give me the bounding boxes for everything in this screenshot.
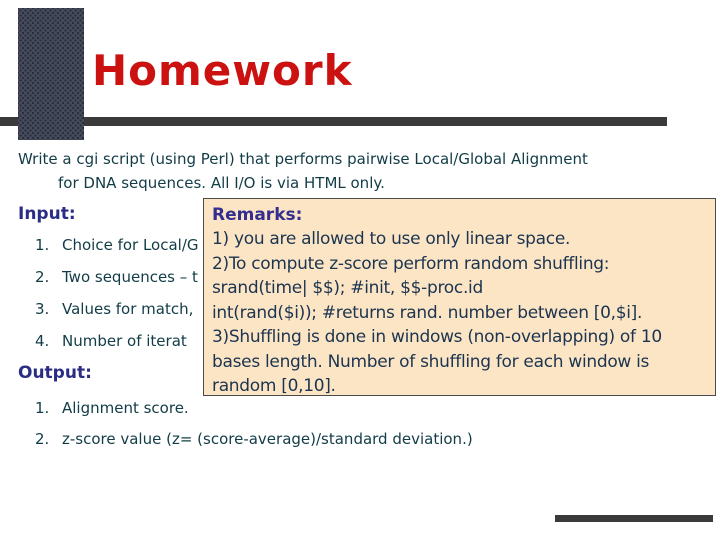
list-item-number: 2. — [35, 268, 50, 286]
remarks-label: Remarks: — [212, 205, 303, 225]
remarks-line: 2)To compute z-score perform random shuffling: — [212, 253, 610, 274]
list-item-text: Alignment score. — [62, 399, 189, 417]
remarks-line: bases length. Number of shuffling for each window is — [212, 351, 650, 372]
input-section-label: Input: — [18, 204, 76, 224]
output-list-item — [35, 432, 473, 447]
list-item-number: 1. — [35, 399, 50, 417]
list-item-number: 4. — [35, 332, 50, 350]
list-item-number: 3. — [35, 300, 50, 318]
input-list-item — [35, 334, 187, 349]
input-list-item — [35, 302, 193, 317]
remarks-line: 1) you are allowed to use only linear space. — [212, 229, 571, 249]
remarks-line: srand(time| $$); #init, $$-proc.id — [212, 278, 483, 298]
remarks-line: 3)Shuffling is done in windows (non-overlapping) of 10 — [212, 327, 662, 347]
input-list-item — [35, 270, 198, 285]
list-item-text: Number of iterat — [62, 332, 187, 350]
list-item-text: z-score value (z= (score-average)/standard deviation.) — [62, 430, 473, 448]
intro-line-2: for DNA sequences. All I/O is via HTML only. — [58, 174, 385, 192]
decorative-checkered-block — [18, 8, 84, 140]
output-list-item — [35, 401, 189, 416]
remarks-overlay-box — [203, 198, 716, 396]
list-item-number: 2. — [35, 430, 50, 448]
title-divider-bar — [0, 117, 667, 126]
intro-line-1: Write a cgi script (using Perl) that performs pairwise Local/Global Alignment — [18, 150, 588, 168]
slide-title: Homework — [92, 46, 353, 95]
output-section-label: Output: — [18, 363, 92, 383]
list-item-text: Two sequences – t — [62, 268, 198, 286]
footer-divider-bar — [555, 515, 713, 522]
list-item-number: 1. — [35, 236, 50, 254]
remarks-line: random [0,10]. — [212, 376, 336, 396]
input-list-item — [35, 238, 199, 253]
remarks-line: int(rand($i)); #returns rand. number between [0,$i]. — [212, 302, 643, 323]
list-item-text: Values for match, — [62, 300, 194, 318]
list-item-text: Choice for Local/G — [62, 236, 199, 254]
